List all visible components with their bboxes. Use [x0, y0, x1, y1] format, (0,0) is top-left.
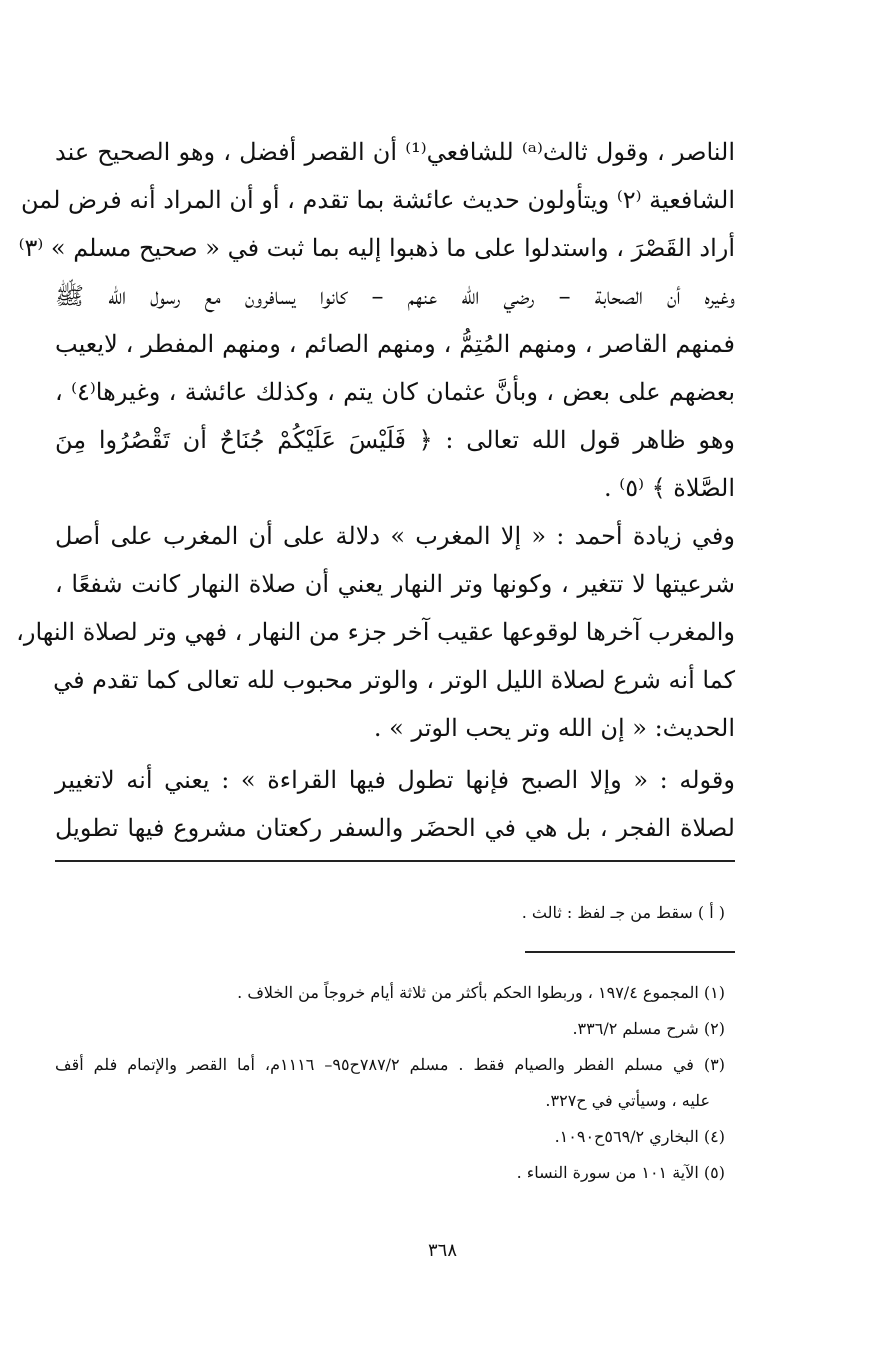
text-line: الصَّلاة ﴾ ⁽٥⁾ .: [604, 474, 735, 502]
text-line: لصلاة الفجر ، بل هي في الحضَر والسفر ركعتان مشروع فيها تطويل: [55, 814, 735, 842]
footnote-5: (٥) الآية ١٠١ من سورة النساء .: [516, 1163, 725, 1182]
text-line: شرعيتها لا تتغير ، وكونها وتر النهار يعني أن صلاة النهار كانت شفعًا ،: [55, 570, 735, 598]
footnote-1: (١) المجموع ١٩٧/٤ ، وربطوا الحكم بأكثر من ثلاثة أيام خروجاً من الخلاف .: [237, 983, 725, 1002]
footnote-3: (٣) في مسلم الفطر والصيام فقط . مسلم ٧٨٧/٢ح٩٥– ١١١٦م، أما القصر والإتمام فلم أقف: [55, 1055, 726, 1074]
text-line: وفي زيادة أحمد : « إلا المغرب » دلالة على أن المغرب على أصل: [55, 522, 735, 550]
text-footnote-divider: [55, 860, 735, 862]
footnote-2: (٢) شرح مسلم ٣٣٦/٢.: [572, 1019, 725, 1038]
footnote-divider: [525, 951, 735, 953]
page-number: ٣٦٨: [427, 1240, 457, 1261]
text-line: وقوله : « وإلا الصبح فإنها تطول فيها القراءة » : يعني أنه لاتغيير: [55, 766, 735, 794]
text-line: كما أنه شرع لصلاة الليل الوتر ، والوتر محبوب لله تعالى كما تقدم في: [53, 666, 735, 694]
text-line: فمنهم القاصر ، ومنهم المُتِمُّ ، ومنهم الصائم ، ومنهم المفطر ، لايعيب: [55, 330, 735, 358]
text-line: بعضهم على بعض ، وبأنَّ عثمان كان يتم ، وكذلك عائشة ، وغيرها⁽٤⁾ ،: [55, 378, 735, 406]
variant-note: ( أ ) سقط من جـ لفظ : ثالث .: [521, 903, 725, 922]
text-line: الحديث: « إن الله وتر يحب الوتر » .: [373, 714, 735, 742]
text-line: الناصر ، وقول ثالث⁽ᵃ⁾ للشافعي⁽¹⁾ أن القصر أفضل ، وهو الصحيح عند: [55, 138, 736, 166]
footnote-3-continued: عليه ، وسيأتي في ح٣٢٧.: [545, 1091, 710, 1110]
text-line: والمغرب آخرها لوقوعها عقيب آخر جزء من النهار ، فهي وتر لصلاة النهار،: [16, 618, 735, 646]
footnote-4: (٤) البخاري ٥٦٩/٢ح١٠٩٠.: [554, 1127, 725, 1146]
text-line: الشافعية ⁽٢⁾ ويتأولون حديث عائشة بما تقدم ، أو أن المراد أنه فرض لمن: [20, 186, 735, 214]
text-line: وهو ظاهر قول الله تعالى : ﴿ فَلَيْسَ عَلَيْكُمْ جُنَاحٌ أن تَقْصُرُوا مِنَ: [55, 426, 735, 454]
text-line: أراد القَصْرَ ، واستدلوا على ما ذهبوا إليه بما ثبت في « صحيح مسلم » ⁽٣⁾: [18, 234, 735, 262]
text-line: وغيره أن الصحابة – رضي الله عنهم – كانوا يسافرون مع رسول الله ﷺ: [55, 282, 735, 310]
